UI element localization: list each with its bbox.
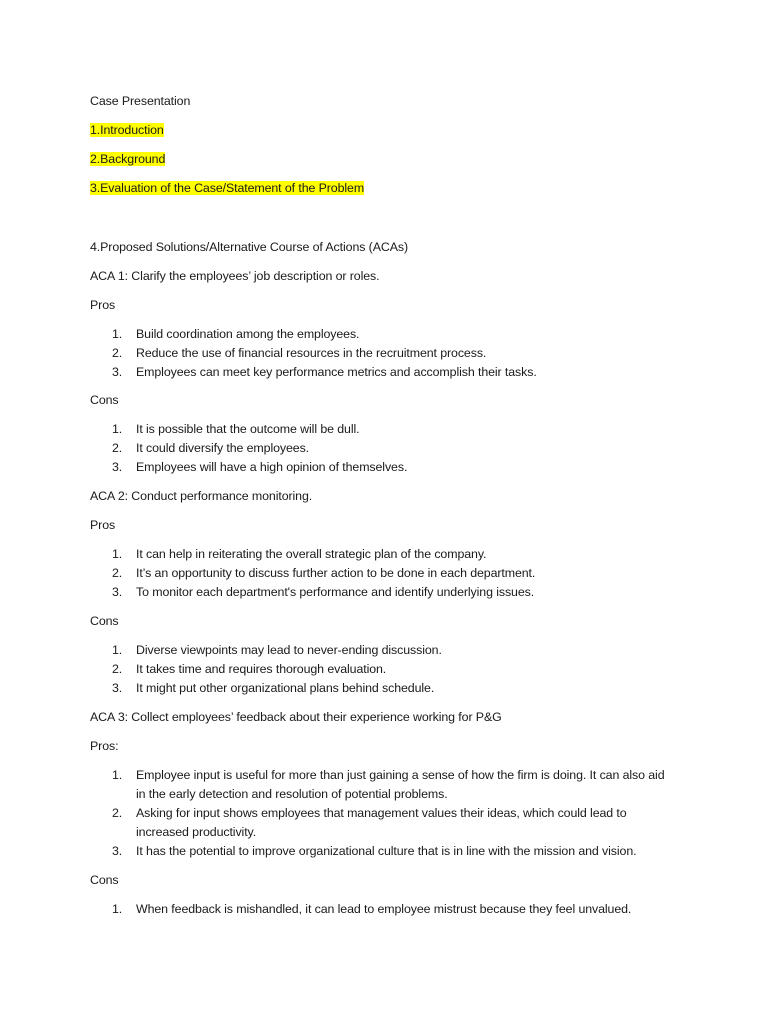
list-text: It might put other organizational plans behind schedule. [136, 681, 435, 695]
list-number: 2. [112, 806, 123, 820]
list-number: 2. [112, 662, 123, 676]
aca2-pros-label: Pros [90, 518, 116, 532]
list-number: 3. [112, 844, 123, 858]
list-number: 1. [112, 902, 123, 916]
list-number: 3. [112, 681, 123, 695]
aca1-cons-label: Cons [90, 393, 119, 407]
list-text: Reduce the use of financial resources in the recruitment process. [136, 346, 487, 360]
highlighted-text: 1.Introduction [90, 123, 164, 137]
list-text: It has the potential to improve organizational culture that is in line with the mission and vision. [136, 844, 637, 858]
aca2-cons-label: Cons [90, 614, 119, 628]
list-text: It can help in reiterating the overall strategic plan of the company. [136, 547, 487, 561]
list-number: 1. [112, 327, 123, 341]
outline-item-introduction [90, 121, 164, 139]
list-text: It’s an opportunity to discuss further action to be done in each department. [136, 566, 536, 580]
list-number: 1. [112, 643, 123, 657]
highlighted-text: 2.Background [90, 152, 166, 166]
list-text: To monitor each department's performance and identify underlying issues. [136, 585, 535, 599]
list-number: 1. [112, 768, 123, 782]
list-text: It takes time and requires thorough evaluation. [136, 662, 387, 676]
aca3-cons-label: Cons [90, 873, 119, 887]
list-number: 1. [112, 547, 123, 561]
list-text: Employees can meet key performance metrics and accomplish their tasks. [136, 365, 537, 379]
list-text: Employees will have a high opinion of themselves. [136, 460, 408, 474]
aca1-heading: ACA 1: Clarify the employees’ job description or roles. [90, 269, 380, 283]
outline-item-background [90, 150, 165, 168]
list-number: 2. [112, 346, 123, 360]
document-title: Case Presentation [90, 94, 191, 108]
aca3-pros-label: Pros: [90, 739, 119, 753]
list-number: 1. [112, 422, 123, 436]
list-text: Employee input is useful for more than just gaining a sense of how the firm is doing. It can also aid in the early detection and resolution of potential problems. [136, 768, 665, 801]
list-text: When feedback is mishandled, it can lead to employee mistrust because they feel unvalued. [136, 902, 632, 916]
list-number: 3. [112, 460, 123, 474]
list-text: It is possible that the outcome will be dull. [136, 422, 360, 436]
section-heading-proposed-solutions: 4.Proposed Solutions/Alternative Course of Actions (ACAs) [90, 240, 408, 254]
list-text: Asking for input shows employees that management values their ideas, which could lead to increased productivity. [136, 806, 627, 839]
aca2-heading: ACA 2: Conduct performance monitoring. [90, 489, 313, 503]
list-number: 2. [112, 441, 123, 455]
aca1-pros-label: Pros [90, 298, 116, 312]
highlighted-text: 3.Evaluation of the Case/Statement of the Problem [90, 181, 365, 195]
list-number: 3. [112, 365, 123, 379]
outline-item-evaluation [90, 179, 364, 197]
list-number: 2. [112, 566, 123, 580]
list-number: 3. [112, 585, 123, 599]
list-text: Build coordination among the employees. [136, 327, 360, 341]
list-text: It could diversify the employees. [136, 441, 310, 455]
aca3-heading: ACA 3: Collect employees’ feedback about their experience working for P&G [90, 710, 502, 724]
list-text: Diverse viewpoints may lead to never-ending discussion. [136, 643, 442, 657]
